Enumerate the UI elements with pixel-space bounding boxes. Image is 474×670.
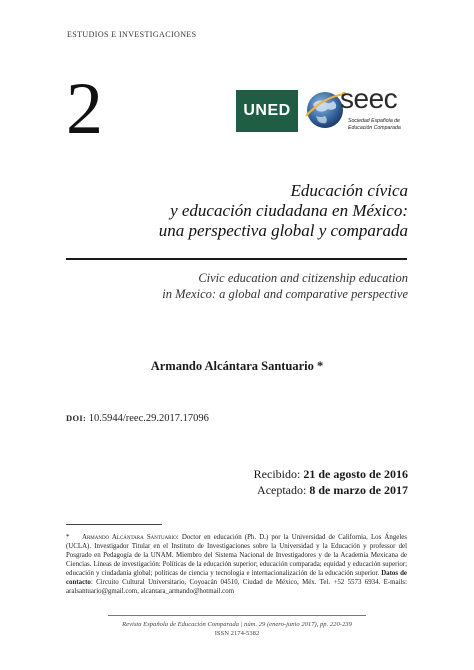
author-footnote xyxy=(66,533,407,596)
footnote-text-bio: : Doctor en educación (Ph. D.) por la Universidad de California, Los Ángeles (UCLA). Investigador Titular en el Instituto de Investigaciones sobre la Universidad y la Educación y professor del Posgrado en Pedagogía de la UNAM. Miembro del Sistema Nacional de Investigadores y de la Academia Mexicana de Ciencias. Líneas de investigación: Políticas de la educación superior; educación comparada; equidad y educación superior; educación y ciudadanía global; políticas de ciencia y tecnologia e internacionalización de la educación superior. xyxy=(66,534,407,577)
footnote-contact-label: Datos de contacto xyxy=(66,570,407,586)
footer-issn: ISSN 2174-5382 xyxy=(214,630,260,637)
title-spanish xyxy=(159,181,408,241)
accepted-label: Aceptado: xyxy=(257,483,307,497)
uned-logo xyxy=(236,90,298,132)
doi xyxy=(66,413,209,424)
footnote-marker: * xyxy=(66,534,70,541)
doi-value: 10.5944/reec.29.2017.17096 xyxy=(88,413,209,424)
chapter-number: 2 xyxy=(66,68,103,150)
doi-label: DOI: xyxy=(66,413,87,423)
seec-logo xyxy=(304,80,414,138)
accepted-date xyxy=(254,482,408,498)
title-en-line1: Civic education and citizenship education xyxy=(198,271,408,285)
title-es-line3: una perspectiva global y comparada xyxy=(158,221,408,240)
footer-journal: Revista Española de Educación Comparada | núm. 29 (enero-junio 2017), pp. 220-239 xyxy=(122,621,352,628)
received-date xyxy=(254,466,408,482)
page-footer xyxy=(0,620,474,638)
footer-divider xyxy=(108,615,366,616)
title-es-line2: y educación ciudadana en México: xyxy=(170,201,408,220)
accepted-value: 8 de marzo de 2017 xyxy=(309,483,408,497)
seec-sub-line1: Sociedad Española de xyxy=(348,118,400,124)
footnote-author: Armando Alcántara Santuario xyxy=(81,534,177,541)
seec-logo-text: seec xyxy=(340,83,398,114)
received-value: 21 de agosto de 2016 xyxy=(303,467,408,481)
dates xyxy=(254,466,408,498)
title-en-line2: in Mexico: a global and comparative perspective xyxy=(162,287,408,301)
uned-logo-text: UNED xyxy=(243,102,291,119)
received-label: Recibido: xyxy=(253,467,301,481)
author-name: Armando Alcántara Santuario * xyxy=(150,359,324,373)
title-divider xyxy=(66,258,407,260)
section-label: ESTUDIOS E INVESTIGACIONES xyxy=(67,30,197,39)
title-english xyxy=(162,270,408,302)
footnote-text-contact: : Circuito Cultural Universitario, Coyoacán 04510, Ciudad de México, Méx. Tel. +52 5573 6934. E-mails: aralsantuario@gmail.com, alcantara_armando@hotmail.com xyxy=(66,579,407,595)
seec-sub-line2: Educación Comparada xyxy=(348,124,401,131)
footnote-divider xyxy=(66,524,162,525)
title-es-line1: Educación cívica xyxy=(290,181,408,200)
seec-logo-subtitle xyxy=(348,118,418,131)
